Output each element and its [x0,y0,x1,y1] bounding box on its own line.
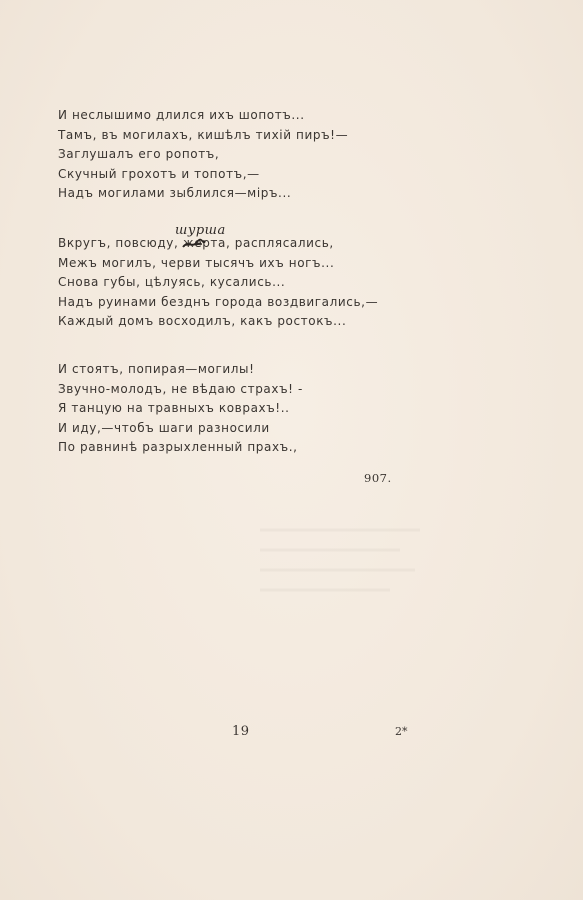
page-number: 19 [232,724,250,739]
poem-line: Снова губы, цѣлуясь, кусались... [58,275,286,290]
poem-line: Надъ могилами зыблился—міръ... [58,186,292,201]
handwritten-correction: шурша [175,223,226,238]
poem-line: Надъ руинами безднъ города воздвигались,— [58,294,379,309]
poem-line: Я танцую на травныхъ коврахъ!.. [58,401,290,416]
poem-line: Каждый домъ восходилъ, какъ ростокъ... [58,314,347,329]
signature-mark: 2* [395,725,408,738]
poem-line: И неслышимо длился ихъ шопотъ... [58,108,305,122]
poem-line: Заглушалъ его ропотъ, [58,147,220,162]
stanza-1 [58,106,418,204]
poem-line-with-correction [58,234,418,254]
poem-line: Межъ могилъ, черви тысячъ ихъ ногъ... [58,255,335,270]
poem-line: Скучный грохотъ и топотъ,— [58,166,260,181]
line-tail: , расплясались, [225,236,334,250]
stanza-3 [58,360,418,458]
poem-line: Звучно-молодъ, не вѣдаю страхъ! - [58,381,303,396]
struck-word-text: жерта [182,236,226,250]
poem-line: Тамъ, въ могилахъ, кишѣлъ тихій пиръ!— [58,127,349,142]
poem-line: По равнинѣ разрыхленный прахъ., [58,440,298,455]
show-through-texture [250,520,430,610]
line-start: Вкругъ, повсюду, [58,236,183,250]
stanza-2 [58,234,418,332]
poem-line: И стоятъ, попирая—могилы! [58,362,255,376]
struck-word [183,234,226,254]
poem-year: 907. [364,471,392,485]
poem-line: И иду,—чтобъ шаги разносили [58,420,270,435]
